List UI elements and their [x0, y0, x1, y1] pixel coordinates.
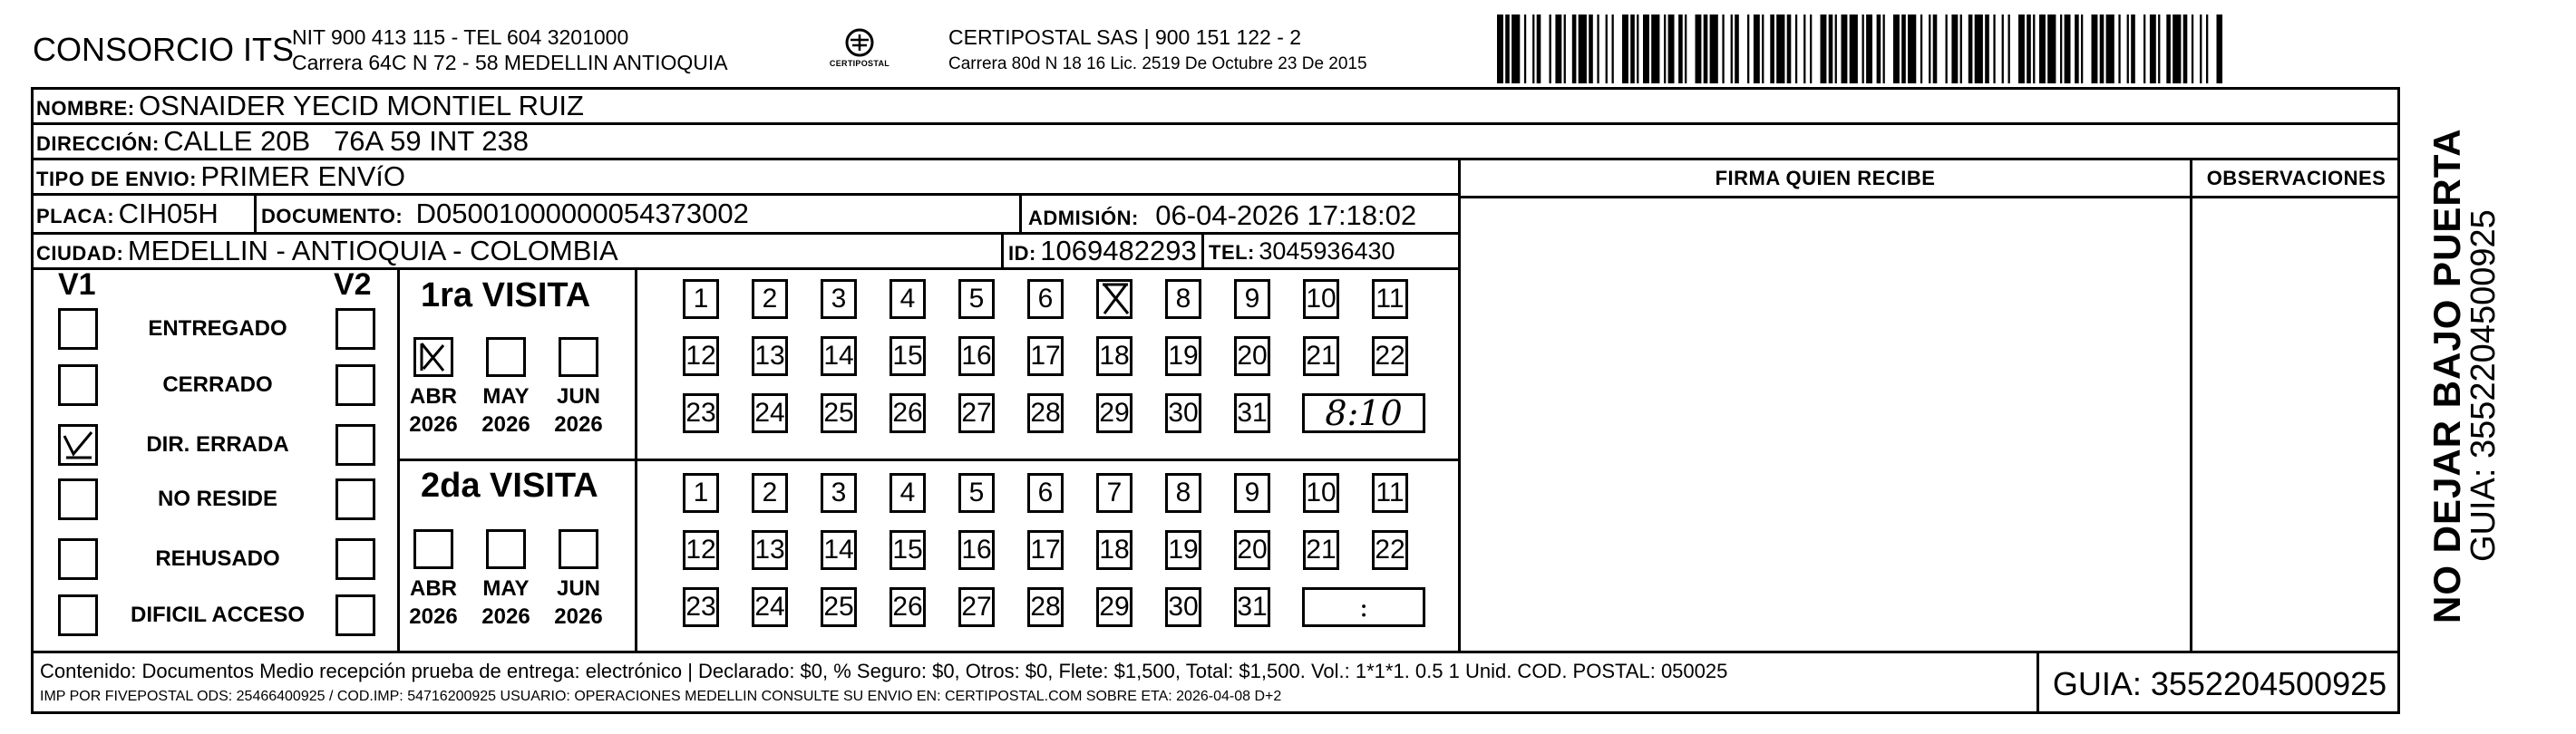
day-checkbox[interactable]: 9: [1234, 279, 1270, 319]
barcode-bar: [2002, 14, 2004, 83]
placa-value: CIH05H: [118, 198, 219, 229]
day-checkbox[interactable]: 16: [958, 336, 995, 376]
barcode-bar: [1532, 14, 1534, 83]
direccion-row: [36, 125, 529, 158]
day-checkbox[interactable]: 3: [821, 473, 857, 513]
day-checkbox[interactable]: 10: [1303, 473, 1339, 513]
v2-checkbox[interactable]: [335, 308, 375, 350]
barcode-bar: [1572, 14, 1577, 83]
nombre-row: [36, 90, 584, 122]
day-checkbox[interactable]: 2: [752, 279, 788, 319]
barcode-bar: [2217, 14, 2223, 83]
v2-checkbox[interactable]: [335, 424, 375, 466]
barcode-bar: [1612, 14, 1614, 83]
barcode-bar: [1920, 14, 1922, 83]
year-label: 2026: [554, 412, 603, 437]
logo-text: CERTIPOSTAL: [829, 59, 890, 68]
barcode-bar: [1803, 14, 1805, 83]
barcode-bar: [2183, 14, 2188, 83]
day-checkbox[interactable]: 27: [958, 393, 995, 433]
day-checkbox[interactable]: 9: [1234, 473, 1270, 513]
barcode-bar: [1877, 14, 1881, 83]
barcode-bar: [1696, 14, 1702, 83]
admision-value: 06-04-2026 17:18:02: [1155, 199, 1417, 231]
direccion-value: CALLE 20B 76A 59 INT 238: [163, 125, 529, 157]
barcode-bar: [1630, 14, 1635, 83]
month-label: ABR: [410, 576, 457, 601]
barcode-bar: [1933, 14, 1938, 83]
barcode-bar: [1754, 14, 1760, 83]
id-value: 1069482293: [1040, 235, 1197, 266]
v2-checkbox[interactable]: [335, 478, 375, 520]
barcode-bar: [1866, 14, 1872, 83]
v1-checkbox[interactable]: [58, 308, 98, 350]
barcode-bar: [1704, 14, 1708, 83]
day-checkbox[interactable]: 29: [1096, 393, 1132, 433]
day-checkbox[interactable]: 30: [1165, 393, 1201, 433]
month-checkbox[interactable]: [559, 337, 598, 377]
firma-header: FIRMA QUIEN RECIBE: [1715, 167, 1936, 189]
admision-label: ADMISIÓN:: [1028, 207, 1139, 229]
day-checkbox[interactable]: 25: [821, 587, 857, 627]
barcode-bar: [1908, 14, 1916, 83]
barcode-bar: [1685, 14, 1687, 83]
month-checkbox[interactable]: [486, 337, 526, 377]
month-label: JUN: [556, 384, 600, 409]
day-checkbox[interactable]: 16: [958, 530, 995, 570]
barcode-bar: [1842, 14, 1848, 83]
visit-time-field[interactable]: :: [1302, 587, 1425, 627]
day-checkbox[interactable]: 12: [683, 530, 719, 570]
barcode-bar: [1505, 14, 1510, 83]
observaciones-area[interactable]: [2192, 198, 2400, 651]
barcode-bar: [2039, 14, 2046, 83]
barcode-graphic: [1497, 7, 2222, 83]
barcode-bar: [1787, 14, 1792, 83]
v2-checkbox[interactable]: [335, 538, 375, 580]
id-label: ID:: [1008, 242, 1036, 265]
day-checkbox[interactable]: 30: [1165, 587, 1201, 627]
day-checkbox[interactable]: 21: [1303, 336, 1339, 376]
barcode-bar: [2065, 14, 2071, 83]
documento-label: DOCUMENTO:: [261, 205, 403, 227]
barcode-bar: [1993, 14, 1995, 83]
barcode-bar: [1960, 14, 1962, 83]
barcode-bar: [1770, 14, 1774, 83]
day-checkbox[interactable]: 31: [1234, 587, 1270, 627]
day-checkbox[interactable]: 14: [821, 530, 857, 570]
barcode-bar: [1893, 14, 1900, 83]
day-checkbox[interactable]: 5: [958, 473, 995, 513]
barcode-bar: [2206, 14, 2208, 83]
day-checkbox[interactable]: 22: [1372, 530, 1408, 570]
barcode-bar: [1835, 14, 1837, 83]
day-checkbox[interactable]: 8: [1165, 279, 1201, 319]
visit-time-field[interactable]: 8:10: [1302, 393, 1425, 433]
day-checkbox[interactable]: 23: [683, 393, 719, 433]
barcode-bar: [1829, 14, 1833, 83]
tel-label: TEL:: [1209, 241, 1255, 264]
day-checkbox[interactable]: 3: [821, 279, 857, 319]
v1-checkbox[interactable]: [58, 594, 98, 636]
footer-contenido: Contenido: Documentos Medio recepción prueba de entrega: electrónico | Declarado: $0, % Seguro: $0, Otros: $0, Flete: $1,500, Total: $1,500. Vol.: 1*1*1. 0.5 1 Unid. COD. POSTAL: 050025: [40, 660, 1728, 682]
day-checkbox[interactable]: 28: [1027, 393, 1064, 433]
barcode-bar: [2027, 14, 2031, 83]
status-option-label: ENTREGADO: [148, 316, 287, 341]
first-visit-title: 1ra VISITA: [421, 276, 591, 314]
v2-checkbox[interactable]: [335, 594, 375, 636]
carrier-name: CERTIPOSTAL SAS | 900 151 122 - 2: [948, 25, 1302, 49]
v1-checkbox[interactable]: [58, 478, 98, 520]
handwritten-check-icon: [61, 427, 95, 463]
barcode-bar: [1762, 14, 1764, 83]
barcode-bar: [1968, 14, 1973, 83]
barcode-bar: [1795, 14, 1797, 83]
day-checkbox[interactable]: 1: [683, 473, 719, 513]
day-checkbox[interactable]: 13: [752, 336, 788, 376]
barcode-bar: [1850, 14, 1858, 83]
company-nit: NIT 900 413 115 - TEL 604 3201000: [292, 25, 629, 49]
barcode-bar: [2008, 14, 2010, 83]
day-checkbox[interactable]: 4: [889, 279, 926, 319]
day-checkbox[interactable]: 18: [1096, 530, 1132, 570]
day-checkbox[interactable]: 15: [889, 530, 926, 570]
company-name: CONSORCIO ITS: [33, 31, 295, 68]
day-checkbox[interactable]: 26: [889, 393, 926, 433]
certipostal-logo: [829, 27, 890, 74]
barcode-bar: [1606, 14, 1608, 83]
barcode-bar: [2033, 14, 2035, 83]
barcode-bar: [1722, 14, 1724, 83]
barcode-bar: [1651, 14, 1659, 83]
month-checkbox[interactable]: [413, 337, 453, 377]
day-checkbox[interactable]: 18: [1096, 336, 1132, 376]
barcode-bar: [1821, 14, 1827, 83]
barcode-bar: [1564, 14, 1566, 83]
nombre-value: OSNAIDER YECID MONTIEL RUIZ: [139, 90, 584, 121]
barcode-bar: [2166, 14, 2171, 83]
barcode-bar: [1622, 14, 1628, 83]
footer-guia: GUIA: 3552204500925: [2052, 665, 2387, 702]
barcode-bar: [1776, 14, 1784, 83]
barcode-bar: [1550, 14, 1551, 83]
day-checkbox[interactable]: 24: [752, 587, 788, 627]
barcode-bar: [1597, 14, 1599, 83]
barcode-bar: [1668, 14, 1675, 83]
side-guia: GUIA: 3552204500925: [2464, 209, 2503, 562]
day-checkbox[interactable]: 11: [1372, 279, 1408, 319]
firma-area[interactable]: [1461, 198, 2190, 651]
barcode-bar: [1883, 14, 1885, 83]
tel-value: 3045936430: [1259, 237, 1395, 265]
id-row: [1008, 235, 1197, 267]
v1-checkbox[interactable]: [58, 538, 98, 580]
day-checkbox[interactable]: 1: [683, 279, 719, 319]
documento-value: D05001000000054373002: [415, 198, 749, 229]
barcode-bar: [1710, 14, 1718, 83]
day-checkbox[interactable]: 19: [1165, 530, 1201, 570]
day-checkbox[interactable]: 12: [683, 336, 719, 376]
observaciones-header: OBSERVACIONES: [2206, 167, 2386, 189]
barcode-bar: [1735, 14, 1739, 83]
year-label: 2026: [481, 412, 530, 437]
barcode-bar: [2106, 14, 2114, 83]
barcode-bar: [2150, 14, 2156, 83]
barcode-bar: [1524, 14, 1526, 83]
year-label: 2026: [481, 604, 530, 629]
day-checkbox[interactable]: 2: [752, 473, 788, 513]
day-checkbox[interactable]: 29: [1096, 587, 1132, 627]
ciudad-label: CIUDAD:: [36, 242, 124, 265]
day-checkbox[interactable]: 20: [1234, 336, 1270, 376]
day-checkbox[interactable]: 8: [1165, 473, 1201, 513]
barcode-bar: [1678, 14, 1683, 83]
barcode-bar: [2158, 14, 2160, 83]
status-option-label: CERRADO: [162, 372, 273, 397]
day-checkbox[interactable]: 7: [1096, 473, 1132, 513]
day-checkbox[interactable]: 31: [1234, 393, 1270, 433]
barcode-bar: [1975, 14, 1983, 83]
day-checkbox[interactable]: 15: [889, 336, 926, 376]
v2-checkbox[interactable]: [335, 364, 375, 406]
barcode-bar: [2047, 14, 2056, 83]
day-checkbox[interactable]: 21: [1303, 530, 1339, 570]
ciudad-value: MEDELLIN - ANTIOQUIA - COLOMBIA: [127, 235, 618, 266]
barcode-bar: [2060, 14, 2062, 83]
barcode-bar: [1579, 14, 1587, 83]
year-label: 2026: [409, 604, 458, 629]
barcode-bar: [1497, 14, 1503, 83]
day-checkbox[interactable]: 22: [1372, 336, 1408, 376]
month-label: MAY: [482, 576, 530, 601]
documento-row: [261, 198, 749, 230]
barcode-bar: [2081, 14, 2083, 83]
tel-row: [1209, 237, 1395, 266]
day-checkbox[interactable]: 13: [752, 530, 788, 570]
placa-label: PLACA:: [36, 205, 115, 227]
barcode: [1497, 7, 2222, 83]
barcode-bar: [2173, 14, 2181, 83]
month-label: JUN: [556, 576, 600, 601]
month-label: ABR: [410, 384, 457, 409]
status-option-label: DIR. ERRADA: [146, 432, 289, 457]
tipo-row: [36, 160, 405, 193]
barcode-bar: [2143, 14, 2145, 83]
barcode-bar: [1901, 14, 1906, 83]
barcode-bar: [2018, 14, 2025, 83]
barcode-bar: [2131, 14, 2135, 83]
barcode-bar: [1946, 14, 1948, 83]
barcode-bar: [1637, 14, 1638, 83]
barcode-bar: [1589, 14, 1593, 83]
barcode-bar: [1731, 14, 1733, 83]
barcode-bar: [1747, 14, 1749, 83]
day-checkbox[interactable]: [1096, 279, 1132, 319]
no-dejar-bajo-puerta: NO DEJAR BAJO PUERTA: [2425, 128, 2468, 623]
barcode-bar: [2100, 14, 2105, 83]
day-checkbox[interactable]: 6: [1027, 473, 1064, 513]
barcode-bar: [1810, 14, 1812, 83]
footer-impresion: IMP POR FIVEPOSTAL ODS: 25466400925 / COD.IMP: 54716200925 USUARIO: OPERACIONES MEDELLIN CONSULTE SU ENVIO EN: CERTIPOSTAL.COM SOBRE ETA: 2026-04-08 D+2: [40, 689, 1282, 704]
v1-checkbox[interactable]: [58, 424, 98, 466]
carrier-address: Carrera 80d N 18 16 Lic. 2519 De Octubre 23 De 2015: [948, 54, 1367, 73]
barcode-bar: [2075, 14, 2079, 83]
second-visit-title: 2da VISITA: [421, 467, 598, 505]
barcode-bar: [2127, 14, 2129, 83]
direccion-label: DIRECCIÓN:: [36, 132, 160, 155]
day-checkbox[interactable]: 20: [1234, 530, 1270, 570]
day-checkbox[interactable]: 17: [1027, 530, 1064, 570]
month-checkbox[interactable]: [413, 529, 453, 569]
year-label: 2026: [409, 412, 458, 437]
day-checkbox[interactable]: 14: [821, 336, 857, 376]
handwritten-mark-icon: [416, 340, 451, 374]
barcode-bar: [2192, 14, 2193, 83]
barcode-bar: [2200, 14, 2202, 83]
month-label: MAY: [482, 384, 530, 409]
barcode-bar: [1862, 14, 1864, 83]
day-checkbox[interactable]: 23: [683, 587, 719, 627]
tipo-value: PRIMER ENVíO: [200, 160, 406, 192]
status-option-label: NO RESIDE: [157, 487, 278, 511]
day-checkbox[interactable]: 19: [1165, 336, 1201, 376]
ciudad-row: [36, 235, 618, 267]
day-checkbox[interactable]: 10: [1303, 279, 1339, 319]
v2-header: V2: [334, 267, 372, 302]
admision-row: [1028, 199, 1416, 232]
day-checkbox[interactable]: 25: [821, 393, 857, 433]
barcode-bar: [2092, 14, 2098, 83]
v1-checkbox[interactable]: [58, 364, 98, 406]
barcode-bar: [1985, 14, 1989, 83]
day-checkbox[interactable]: 27: [958, 587, 995, 627]
year-label: 2026: [554, 604, 603, 629]
v1-header: V1: [58, 267, 96, 302]
day-checkbox[interactable]: 28: [1027, 587, 1064, 627]
day-checkbox[interactable]: 6: [1027, 279, 1064, 319]
nombre-label: NOMBRE:: [36, 97, 135, 120]
barcode-bar: [1664, 14, 1666, 83]
day-checkbox[interactable]: 5: [958, 279, 995, 319]
handwritten-cross-icon: [1099, 281, 1130, 317]
barcode-bar: [1929, 14, 1930, 83]
placa-row: [36, 198, 219, 230]
status-option-label: DIFICIL ACCESO: [130, 603, 305, 627]
barcode-bar: [1555, 14, 1561, 83]
day-checkbox[interactable]: 11: [1372, 473, 1408, 513]
day-checkbox[interactable]: 4: [889, 473, 926, 513]
month-checkbox[interactable]: [486, 529, 526, 569]
company-address: Carrera 64C N 72 - 58 MEDELLIN ANTIOQUIA: [292, 51, 728, 74]
day-checkbox[interactable]: 26: [889, 587, 926, 627]
barcode-bar: [2118, 14, 2120, 83]
status-option-label: REHUSADO: [155, 546, 280, 571]
barcode-bar: [1537, 14, 1541, 83]
tipo-label: TIPO DE ENVIO:: [36, 168, 197, 190]
barcode-bar: [1951, 14, 1958, 83]
barcode-bar: [1643, 14, 1649, 83]
month-checkbox[interactable]: [559, 529, 598, 569]
day-checkbox[interactable]: 17: [1027, 336, 1064, 376]
barcode-bar: [1512, 14, 1520, 83]
day-checkbox[interactable]: 24: [752, 393, 788, 433]
